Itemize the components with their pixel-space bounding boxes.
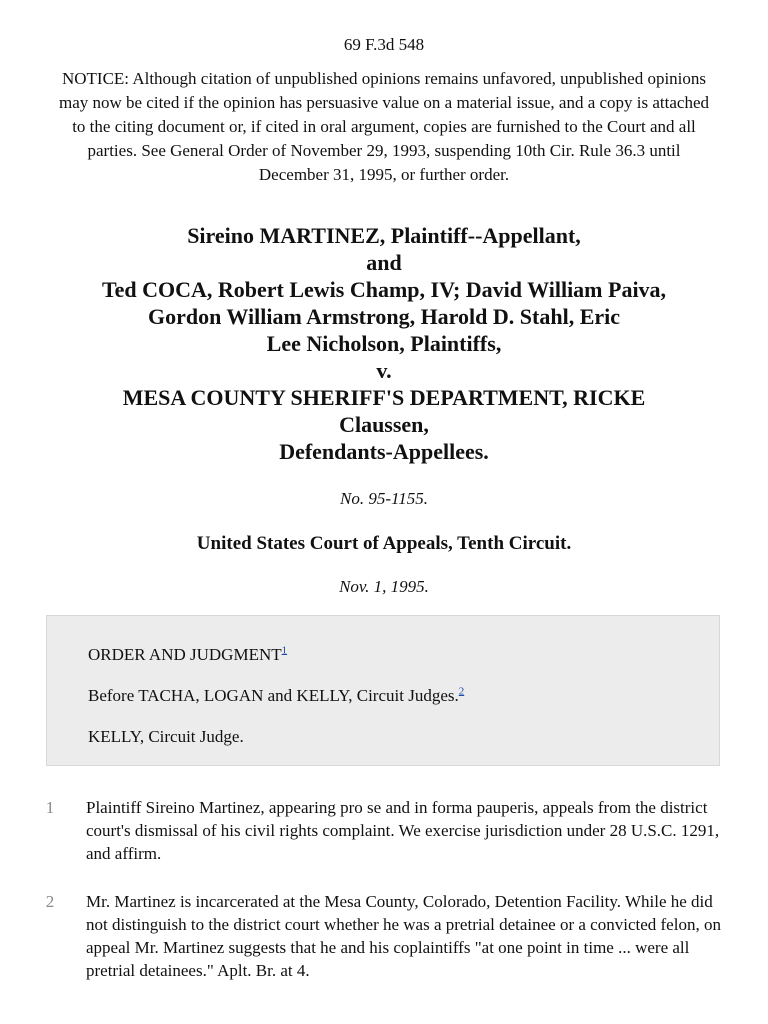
- footnote-link-2[interactable]: 2: [458, 685, 465, 698]
- decision-date: Nov. 1, 1995.: [339, 577, 429, 596]
- case-citation: 69 F.3d 548: [343, 35, 425, 54]
- order-judgment-box: [46, 615, 720, 766]
- paragraph-text: Mr. Martinez is incarcerated at the Mesa County, Colorado, Detention Facility. While he did not distinguish to the district court whether he was a pretrial detainee or a convicted felon, on appeal Mr. Martinez suggests that he and his coplaintiffs "at one point in time ... were all pretrial detainees." Aplt. Br. at 4.: [86, 892, 721, 980]
- panel-line: [88, 685, 464, 707]
- paragraph-text: Plaintiff Sireino Martinez, appearing pro se and in forma pauperis, appeals from the district court's dismissal of his civil rights complaint. We exercise jurisdiction under 28 U.S.C. 1291, and affirm.: [86, 798, 720, 863]
- footnote-marker-2: [459, 685, 465, 697]
- caption-line: Ted COCA, Robert Lewis Champ, IV; David William Paiva,: [101, 277, 667, 302]
- caption-line: Claussen,: [339, 412, 429, 437]
- caption-line: and: [366, 250, 402, 275]
- paragraph-number: 2: [45, 892, 55, 911]
- caption-line: MESA COUNTY SHERIFF'S DEPARTMENT, RICKE: [122, 385, 646, 410]
- caption-line: Sireino MARTINEZ, Plaintiff--Appellant,: [187, 223, 581, 248]
- unpublished-notice: NOTICE: Although citation of unpublished opinions remains unfavored, unpublished opinions may now be cited if the opinion has persuasive value on a material issue, and a copy is attached to the citing document or, if cited in oral argument, copies are furnished to the Court and all parties. See General Order of November 29, 1993, suspending 10th Cir. Rule 36.3 until December 31, 1995, or further order.: [58, 69, 710, 184]
- author-line: KELLY, Circuit Judge.: [88, 727, 244, 746]
- caption-line: Defendants-Appellees.: [279, 439, 489, 464]
- caption-line: Lee Nicholson, Plaintiffs,: [266, 331, 502, 356]
- caption-line: Gordon William Armstrong, Harold D. Stahl, Eric: [147, 304, 621, 329]
- docket-number: No. 95-1155.: [340, 489, 428, 508]
- order-title: [88, 644, 287, 666]
- order-title-text: ORDER AND JUDGMENT: [88, 645, 282, 664]
- caption-line: v.: [376, 358, 392, 383]
- panel-text: Before TACHA, LOGAN and KELLY, Circuit Judges.: [88, 686, 459, 705]
- court-name: United States Court of Appeals, Tenth Circuit.: [196, 533, 572, 554]
- case-caption: [40, 222, 728, 465]
- footnote-marker-1: [282, 644, 288, 656]
- footnote-link-1[interactable]: 1: [281, 644, 288, 657]
- paragraph-number: 1: [45, 798, 55, 817]
